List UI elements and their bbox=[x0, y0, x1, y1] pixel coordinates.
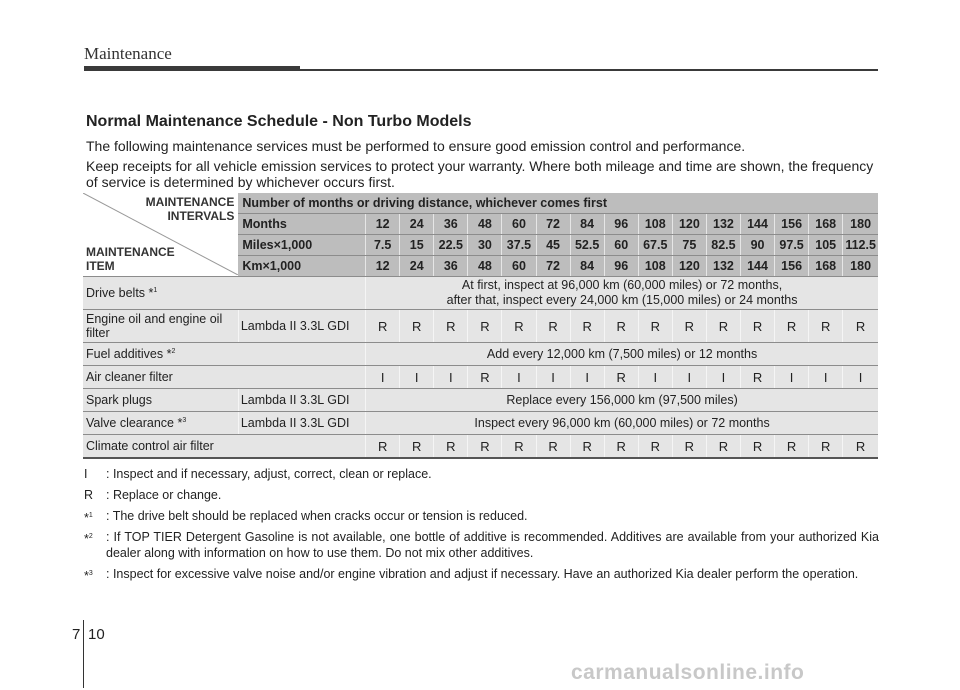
months-value: 168 bbox=[809, 214, 843, 235]
months-value: 24 bbox=[400, 214, 434, 235]
miles-value: 90 bbox=[740, 235, 774, 256]
climate-filter-action: R bbox=[775, 435, 809, 459]
legend-text: : Inspect for excessive valve noise and/or engine vibration and adjust if necessary. Have an authorized Kia dealer perform the operation. bbox=[106, 567, 859, 581]
engine-oil-action: R bbox=[775, 310, 809, 343]
climate-filter-action: R bbox=[434, 435, 468, 459]
corner-intervals-label: MAINTENANCE INTERVALS bbox=[145, 195, 235, 223]
air-cleaner-action: I bbox=[672, 366, 706, 389]
climate-filter-action: R bbox=[672, 435, 706, 459]
corner-item-label: MAINTENANCE ITEM bbox=[86, 245, 175, 273]
air-cleaner-action: R bbox=[468, 366, 502, 389]
fuel-additives-interval: Add every 12,000 km (7,500 miles) or 12 months bbox=[366, 343, 878, 366]
climate-filter-action: R bbox=[400, 435, 434, 459]
months-value: 96 bbox=[604, 214, 638, 235]
months-value: 132 bbox=[706, 214, 740, 235]
legend-text: : If TOP TIER Detergent Gasoline is not available, one bottle of additive is recommended. Additives are available from your authorized Kia dealer along with information on how to use them. Do not mix other additives. bbox=[106, 530, 879, 560]
legend-key: *$^1$ bbox=[84, 511, 93, 526]
intro-paragraph-1: The following maintenance services must be performed to ensure good emission control and performance. bbox=[86, 138, 746, 154]
climate-filter-action: R bbox=[706, 435, 740, 459]
km-value: 36 bbox=[434, 256, 468, 277]
km-value: 72 bbox=[536, 256, 570, 277]
months-value: 84 bbox=[570, 214, 604, 235]
km-value: 168 bbox=[809, 256, 843, 277]
spark-plugs-interval: Replace every 156,000 km (97,500 miles) bbox=[366, 389, 878, 412]
page-number: 10 bbox=[88, 626, 105, 643]
climate-filter-action: R bbox=[468, 435, 502, 459]
air-cleaner-action: I bbox=[638, 366, 672, 389]
air-cleaner-action: I bbox=[400, 366, 434, 389]
legend-note bbox=[84, 487, 879, 503]
row-drive-belts bbox=[83, 277, 878, 310]
miles-value: 82.5 bbox=[706, 235, 740, 256]
row-spark-plugs bbox=[83, 389, 878, 412]
months-value: 108 bbox=[638, 214, 672, 235]
months-value: 48 bbox=[468, 214, 502, 235]
table-header-span: Number of months or driving distance, whichever comes first bbox=[238, 193, 878, 214]
valve-clearance-interval: Inspect every 96,000 km (60,000 miles) or 72 months bbox=[366, 412, 878, 435]
km-label: Km×1,000 bbox=[238, 256, 365, 277]
miles-label: Miles×1,000 bbox=[238, 235, 365, 256]
miles-value: 60 bbox=[604, 235, 638, 256]
air-cleaner-action: I bbox=[536, 366, 570, 389]
miles-value: 67.5 bbox=[638, 235, 672, 256]
air-cleaner-action: I bbox=[434, 366, 468, 389]
km-value: 132 bbox=[706, 256, 740, 277]
legend-key: R bbox=[84, 488, 94, 502]
miles-value: 97.5 bbox=[775, 235, 809, 256]
legend-key: I bbox=[84, 467, 88, 481]
km-value: 60 bbox=[502, 256, 536, 277]
miles-value: 37.5 bbox=[502, 235, 536, 256]
engine-oil-action: R bbox=[843, 310, 878, 343]
header-rule bbox=[300, 69, 878, 71]
climate-filter-action: R bbox=[536, 435, 570, 459]
climate-filter-action: R bbox=[502, 435, 536, 459]
valve-clearance-engine-type: Lambda II 3.3L GDI bbox=[238, 412, 365, 435]
km-value: 120 bbox=[672, 256, 706, 277]
legend-notes bbox=[84, 466, 879, 587]
legend-key: *$^2$ bbox=[84, 532, 93, 547]
legend-text: : Replace or change. bbox=[106, 488, 222, 502]
row-fuel-additives bbox=[83, 343, 878, 366]
header-bar bbox=[84, 66, 300, 71]
air-cleaner-action: I bbox=[706, 366, 740, 389]
miles-value: 75 bbox=[672, 235, 706, 256]
km-value: 48 bbox=[468, 256, 502, 277]
item-valve-clearance: Valve clearance *$^3$ bbox=[83, 412, 238, 435]
section-title: Normal Maintenance Schedule - Non Turbo Models bbox=[86, 113, 472, 130]
row-climate-filter bbox=[83, 435, 878, 459]
air-cleaner-action: I bbox=[502, 366, 536, 389]
km-value: 12 bbox=[366, 256, 400, 277]
climate-filter-action: R bbox=[638, 435, 672, 459]
miles-value: 15 bbox=[400, 235, 434, 256]
climate-filter-action: R bbox=[366, 435, 400, 459]
miles-value: 112.5 bbox=[843, 235, 878, 256]
engine-oil-action: R bbox=[570, 310, 604, 343]
engine-oil-action: R bbox=[400, 310, 434, 343]
maintenance-schedule-table bbox=[83, 193, 878, 459]
km-value: 180 bbox=[843, 256, 878, 277]
drive-belts-interval: At first, inspect at 96,000 km (60,000 miles) or 72 months, after that, inspect every 24,000 km (15,000 miles) or 24 months bbox=[366, 277, 878, 310]
row-engine-oil bbox=[83, 310, 878, 343]
air-cleaner-action: R bbox=[604, 366, 638, 389]
page-number-divider bbox=[83, 620, 84, 688]
climate-filter-action: R bbox=[740, 435, 774, 459]
legend-note bbox=[84, 508, 879, 524]
watermark-text: carmanualsonline.info bbox=[571, 661, 805, 684]
engine-oil-action: R bbox=[502, 310, 536, 343]
legend-text: : The drive belt should be replaced when cracks occur or tension is reduced. bbox=[106, 509, 528, 523]
legend-key: *$^3$ bbox=[84, 569, 93, 584]
miles-value: 105 bbox=[809, 235, 843, 256]
item-drive-belts: Drive belts *$^1$ bbox=[83, 277, 366, 310]
months-value: 156 bbox=[775, 214, 809, 235]
spark-plugs-engine-type: Lambda II 3.3L GDI bbox=[238, 389, 365, 412]
months-value: 144 bbox=[740, 214, 774, 235]
legend-note bbox=[84, 566, 879, 582]
km-value: 84 bbox=[570, 256, 604, 277]
climate-filter-action: R bbox=[809, 435, 843, 459]
legend-note bbox=[84, 529, 879, 561]
miles-value: 7.5 bbox=[366, 235, 400, 256]
item-spark-plugs: Spark plugs bbox=[83, 389, 238, 412]
air-cleaner-action: R bbox=[740, 366, 774, 389]
page-header-title: Maintenance bbox=[84, 44, 172, 63]
legend-note bbox=[84, 466, 879, 482]
climate-filter-action: R bbox=[843, 435, 878, 459]
climate-filter-action: R bbox=[604, 435, 638, 459]
intro-paragraph-2: Keep receipts for all vehicle emission services to protect your warranty. Where both mileage and time are shown, the frequency of service is determined by whichever occurs first. bbox=[86, 158, 874, 190]
item-engine-oil: Engine oil and engine oil filter bbox=[83, 310, 238, 343]
engine-oil-action: R bbox=[809, 310, 843, 343]
climate-filter-action: R bbox=[570, 435, 604, 459]
miles-value: 30 bbox=[468, 235, 502, 256]
km-value: 156 bbox=[775, 256, 809, 277]
engine-oil-action: R bbox=[706, 310, 740, 343]
engine-oil-action: R bbox=[468, 310, 502, 343]
engine-oil-action: R bbox=[604, 310, 638, 343]
months-value: 60 bbox=[502, 214, 536, 235]
km-value: 144 bbox=[740, 256, 774, 277]
months-value: 72 bbox=[536, 214, 570, 235]
months-value: 180 bbox=[843, 214, 878, 235]
engine-oil-action: R bbox=[536, 310, 570, 343]
engine-oil-action: R bbox=[638, 310, 672, 343]
air-cleaner-action: I bbox=[843, 366, 878, 389]
km-value: 108 bbox=[638, 256, 672, 277]
months-value: 12 bbox=[366, 214, 400, 235]
engine-oil-action: R bbox=[434, 310, 468, 343]
item-climate-filter: Climate control air filter bbox=[83, 435, 366, 459]
table-corner-cell bbox=[83, 193, 238, 277]
air-cleaner-action: I bbox=[809, 366, 843, 389]
months-label: Months bbox=[238, 214, 365, 235]
months-value: 120 bbox=[672, 214, 706, 235]
miles-value: 22.5 bbox=[434, 235, 468, 256]
engine-oil-engine-type: Lambda II 3.3L GDI bbox=[238, 310, 365, 343]
item-air-cleaner: Air cleaner filter bbox=[83, 366, 366, 389]
air-cleaner-action: I bbox=[775, 366, 809, 389]
engine-oil-action: R bbox=[366, 310, 400, 343]
row-valve-clearance bbox=[83, 412, 878, 435]
months-value: 36 bbox=[434, 214, 468, 235]
legend-text: : Inspect and if necessary, adjust, correct, clean or replace. bbox=[106, 467, 432, 481]
miles-value: 45 bbox=[536, 235, 570, 256]
km-value: 24 bbox=[400, 256, 434, 277]
engine-oil-action: R bbox=[740, 310, 774, 343]
km-value: 96 bbox=[604, 256, 638, 277]
row-air-cleaner bbox=[83, 366, 878, 389]
chapter-number: 7 bbox=[72, 626, 81, 643]
air-cleaner-action: I bbox=[366, 366, 400, 389]
item-fuel-additives: Fuel additives *$^2$ bbox=[83, 343, 366, 366]
air-cleaner-action: I bbox=[570, 366, 604, 389]
miles-value: 52.5 bbox=[570, 235, 604, 256]
engine-oil-action: R bbox=[672, 310, 706, 343]
